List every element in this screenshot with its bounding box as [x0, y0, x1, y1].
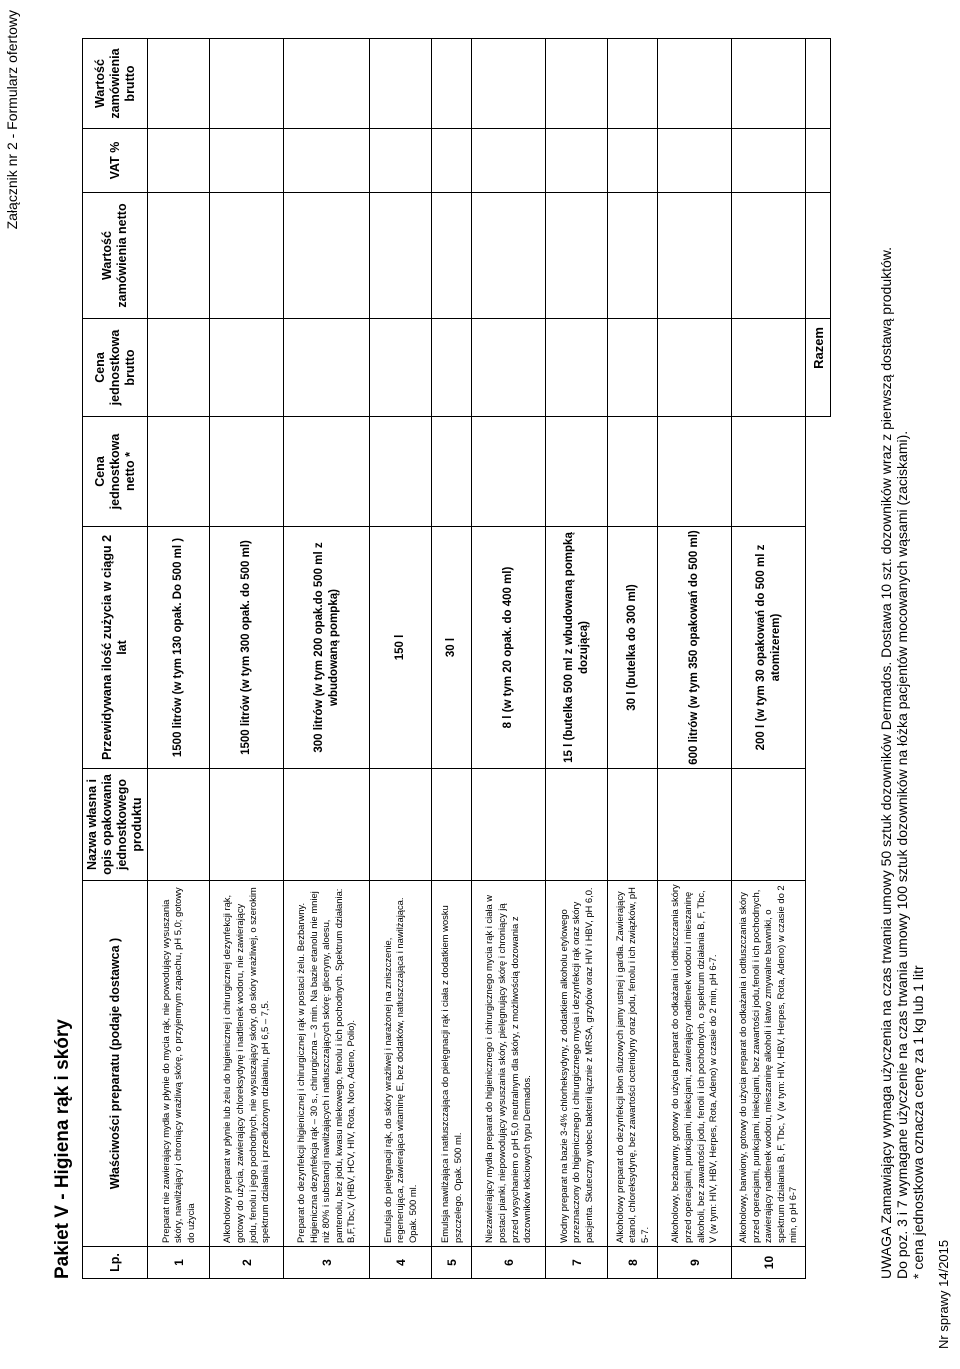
total-row: [806, 39, 831, 1279]
col-header-order-net: Wartość zamówienia netto: [83, 193, 148, 319]
table-row: [210, 39, 284, 1279]
row-unit-gross-cell[interactable]: [432, 319, 472, 417]
row-description: Emulsja nawilżająca i natłuszczająca do pielęgnacji rąk i ciała z dodatkiem wosku pszczelego. Opak. 500 ml.: [432, 881, 472, 1247]
table-row: [432, 39, 472, 1279]
row-lp: 4: [370, 1247, 432, 1279]
row-unit-gross-cell[interactable]: [546, 319, 608, 417]
table-row: [148, 39, 210, 1279]
row-order-gross-cell[interactable]: [432, 39, 472, 129]
row-lp: 1: [148, 1247, 210, 1279]
row-quantity: 30 l: [432, 527, 472, 769]
row-quantity: 150 l: [370, 527, 432, 769]
row-order-gross-cell[interactable]: [148, 39, 210, 129]
row-order-net-cell[interactable]: [658, 193, 732, 319]
row-unit-gross-cell[interactable]: [284, 319, 370, 417]
note-line: * cena jednostkowa oznacza cenę za 1 kg lub 1 litr: [910, 965, 926, 1279]
row-name-cell[interactable]: [658, 769, 732, 881]
row-order-net-cell[interactable]: [546, 193, 608, 319]
row-order-net-cell[interactable]: [608, 193, 658, 319]
row-name-cell[interactable]: [148, 769, 210, 881]
row-vat-cell[interactable]: [370, 129, 432, 193]
attachment-label: Załącznik nr 2 - Formularz ofertowy: [4, 10, 20, 230]
row-order-net-cell[interactable]: [284, 193, 370, 319]
case-number: Nr sprawy 14/2015: [936, 1239, 951, 1349]
package-title: Pakiet V - Higiena rąk i skóry: [52, 1019, 73, 1279]
row-description: Alkoholowy preparat do dezynfekcji błon śluzowych jamy ustnej i gardła. Zawierający etanol, chloreksydynę, bez zawartości octenidyny oraz jodu, fenolu i ich związków, pH 5-7.: [608, 881, 658, 1247]
row-order-gross-cell[interactable]: [370, 39, 432, 129]
row-name-cell[interactable]: [284, 769, 370, 881]
row-unit-net-cell[interactable]: [658, 417, 732, 527]
row-quantity: 1500 litrów (w tym 300 opak. do 500 ml): [210, 527, 284, 769]
row-description: Alkoholowy, barwiony, gotowy do użycia preparat do odkażania i odtłuszczania skóry przed operacjami, punkcjami, iniekcjami, bez zawartości jodu,fenoli i ich pochodnych, zawierający nadtlenek wodoru, mieszaninę alkoholi i łatwo zmywalne barwniki, o spektrum działania B, F, Tbc, V (w tym: HIV, HBV, Herpes, Rota, Adeno) w czasie do 2 min, o pH 6-7: [732, 881, 806, 1247]
row-description: Niezawierający mydła preparat do higienicznego i chirurgicznego mycia rąk i ciała w postaci pianki, niepowodujący wysuszania skóry, pielęgnujący skórę i chroniący ją przed wysychaniem o pH 5,0 neutralnym dla skóry, z możliwością dozowania z dozowników łokciowych typu Dermados.: [472, 881, 546, 1247]
row-order-gross-cell[interactable]: [546, 39, 608, 129]
table-row: [284, 39, 370, 1279]
row-unit-gross-cell[interactable]: [732, 319, 806, 417]
col-header-quantity: Przewidywana ilość zużycia w ciągu 2 lat: [83, 527, 148, 769]
col-header-properties: Właściwości preparatu (podaje dostawca ): [83, 881, 148, 1247]
row-lp: 9: [658, 1247, 732, 1279]
row-lp: 7: [546, 1247, 608, 1279]
notes-section: [878, 247, 926, 1279]
row-order-net-cell[interactable]: [370, 193, 432, 319]
row-description: Wodny preparat na bazie 3-4% chlorheksydyny, z dodatkiem alkoholu etylowego przeznaczony do higienicznego i chirurgicznego mycia i dezynfekcji rąk oraz skóry pacjenta. Skuteczny wobec bakterii łącznie z MRSA, grzybów oraz HIV i HBV, pH 6,0.: [546, 881, 608, 1247]
row-quantity: 30 l (butelka do 300 ml): [608, 527, 658, 769]
row-unit-net-cell[interactable]: [608, 417, 658, 527]
row-lp: 6: [472, 1247, 546, 1279]
table-row: [370, 39, 432, 1279]
row-vat-cell[interactable]: [546, 129, 608, 193]
row-name-cell[interactable]: [210, 769, 284, 881]
row-order-gross-cell[interactable]: [608, 39, 658, 129]
table-row: [732, 39, 806, 1279]
table-row: [546, 39, 608, 1279]
table-row: [472, 39, 546, 1279]
row-description: Preparat nie zawierający mydła w płynie do mycia rąk, nie powodujący wysuszania skóry, nawilżający i chroniący wrażliwą skórę, o przyjemnym zapachu, pH 5,0; gotowy do użycia: [148, 881, 210, 1247]
row-order-gross-cell[interactable]: [658, 39, 732, 129]
row-description: Alkoholowy preparat w płynie lub żelu do higienicznej i chirurgicznej dezynfekcji rąk, gotowy do użycia, zawierający chloreksydynę i nadtlenek wodoru, nie zawierający jodu, fenolu i jego pochodnych, nie wysuszający skóry, do skóry wrażliwej, o szerokim spektrum działania i przedłużonym działaniu, pH 6,5 – 7,5.: [210, 881, 284, 1247]
row-name-cell[interactable]: [472, 769, 546, 881]
row-order-gross-cell[interactable]: [284, 39, 370, 129]
total-order-net-cell[interactable]: [806, 193, 831, 319]
total-vat-cell[interactable]: [806, 129, 831, 193]
row-quantity: 200 l (w tym 30 opakowań do 500 ml z atomizerem): [732, 527, 806, 769]
total-order-gross-cell[interactable]: [806, 39, 831, 129]
row-unit-gross-cell[interactable]: [658, 319, 732, 417]
col-header-vat: VAT %: [83, 129, 148, 193]
row-order-net-cell[interactable]: [210, 193, 284, 319]
row-vat-cell[interactable]: [432, 129, 472, 193]
note-line: UWAGA Zamawiający wymaga użyczenia na czas trwania umowy 50 sztuk dozowników Dermados. Dostawa 10 szt. dozowników wraz z pierwszą dostawą produktów.: [878, 246, 894, 1279]
row-description: Preparat do dezynfekcji higienicznej i chirurgicznej rąk w postaci żelu. Bezbarwny. Higieniczna dezynfekcja rąk – 30 s., chirurgiczna – 3 min. Na bazie etanolu nie mniej niż 80% i substancji nawilżających i natłuszczających skórę: gliceryny, aloesu, pantenolu, bez jodu, kwasu mlekowego, fenolu i ich pochodnych. Spektrum działania: B,F,Tbc,V (HBV, HCV, HIV, Rota, Noro, Adeno, Polio).: [284, 881, 370, 1247]
row-lp: 5: [432, 1247, 472, 1279]
row-name-cell[interactable]: [370, 769, 432, 881]
row-unit-net-cell[interactable]: [148, 417, 210, 527]
row-unit-net-cell[interactable]: [472, 417, 546, 527]
total-label: Razem: [806, 319, 831, 417]
row-vat-cell[interactable]: [148, 129, 210, 193]
row-unit-gross-cell[interactable]: [370, 319, 432, 417]
note-line: Do poz. 3 i 7 wymagane użyczenie na czas trwania umowy 100 sztuk dozowników na łóżka pacjentów mocowanych wąsami (zaciskami).: [894, 430, 910, 1279]
table-row: [608, 39, 658, 1279]
table-header-row: [83, 39, 148, 1279]
row-lp: 3: [284, 1247, 370, 1279]
row-order-gross-cell[interactable]: [210, 39, 284, 129]
row-order-net-cell[interactable]: [732, 193, 806, 319]
col-header-unit-gross: Cena jednostkowa brutto: [83, 319, 148, 417]
row-lp: 2: [210, 1247, 284, 1279]
row-unit-net-cell[interactable]: [432, 417, 472, 527]
row-vat-cell[interactable]: [732, 129, 806, 193]
row-order-net-cell[interactable]: [148, 193, 210, 319]
row-unit-gross-cell[interactable]: [210, 319, 284, 417]
row-name-cell[interactable]: [732, 769, 806, 881]
row-lp: 8: [608, 1247, 658, 1279]
row-name-cell[interactable]: [432, 769, 472, 881]
row-lp: 10: [732, 1247, 806, 1279]
row-description: Alkoholowy, bezbarwny, gotowy do użycia preparat do odkażania i odtłuszczania skóry przed operacjami, punkcjami, iniekcjami, zawierający nadtlenek wodoru i mieszaninę alkoholi, bez zawartości jodu, fenoli i ich pochodnych, o spektrum działania B, F, Tbc, V (w tym: HIV, HBV, Herpes, Rota, Adeno) w czasie do 2 min, pH 6-7.: [658, 881, 732, 1247]
row-order-gross-cell[interactable]: [732, 39, 806, 129]
row-vat-cell[interactable]: [658, 129, 732, 193]
row-description: Emulsja do pielęgnacji rąk, do skóry wrażliwej i narażonej na zniszczenie, regenerująca, zawierająca witaminę E, bez dodatków, natłuszczająca i nawilżająca. Opak. 500 ml.: [370, 881, 432, 1247]
row-order-net-cell[interactable]: [472, 193, 546, 319]
row-unit-gross-cell[interactable]: [472, 319, 546, 417]
row-unit-net-cell[interactable]: [370, 417, 432, 527]
row-quantity: 1500 litrów (w tym 130 opak. Do 500 ml ): [148, 527, 210, 769]
row-vat-cell[interactable]: [472, 129, 546, 193]
row-vat-cell[interactable]: [284, 129, 370, 193]
col-header-order-gross: Wartość zamówienia brutto: [83, 39, 148, 129]
row-order-net-cell[interactable]: [432, 193, 472, 319]
row-unit-net-cell[interactable]: [210, 417, 284, 527]
row-order-gross-cell[interactable]: [472, 39, 546, 129]
row-vat-cell[interactable]: [210, 129, 284, 193]
row-unit-net-cell[interactable]: [284, 417, 370, 527]
row-quantity: 600 litrów (w tym 350 opakowań do 500 ml): [658, 527, 732, 769]
row-name-cell[interactable]: [608, 769, 658, 881]
row-unit-gross-cell[interactable]: [608, 319, 658, 417]
row-quantity: 300 litrów (w tym 200 opak.do 500 ml z wbudowaną pompką): [284, 527, 370, 769]
col-header-lp: Lp.: [83, 1247, 148, 1279]
col-header-name: Nazwa własna i opis opakowania jednostkowego produktu: [83, 769, 148, 881]
row-unit-gross-cell[interactable]: [148, 319, 210, 417]
row-vat-cell[interactable]: [608, 129, 658, 193]
table-row: [658, 39, 732, 1279]
row-unit-net-cell[interactable]: [546, 417, 608, 527]
offer-table: [82, 38, 831, 1279]
row-name-cell[interactable]: [546, 769, 608, 881]
row-quantity: 15 l (butelka 500 ml z wbudowaną pompką dozującą): [546, 527, 608, 769]
col-header-unit-net: Cena jednostkowa netto *: [83, 417, 148, 527]
row-unit-net-cell[interactable]: [732, 417, 806, 527]
row-quantity: 8 l (w tym 20 opak. do 400 ml): [472, 527, 546, 769]
